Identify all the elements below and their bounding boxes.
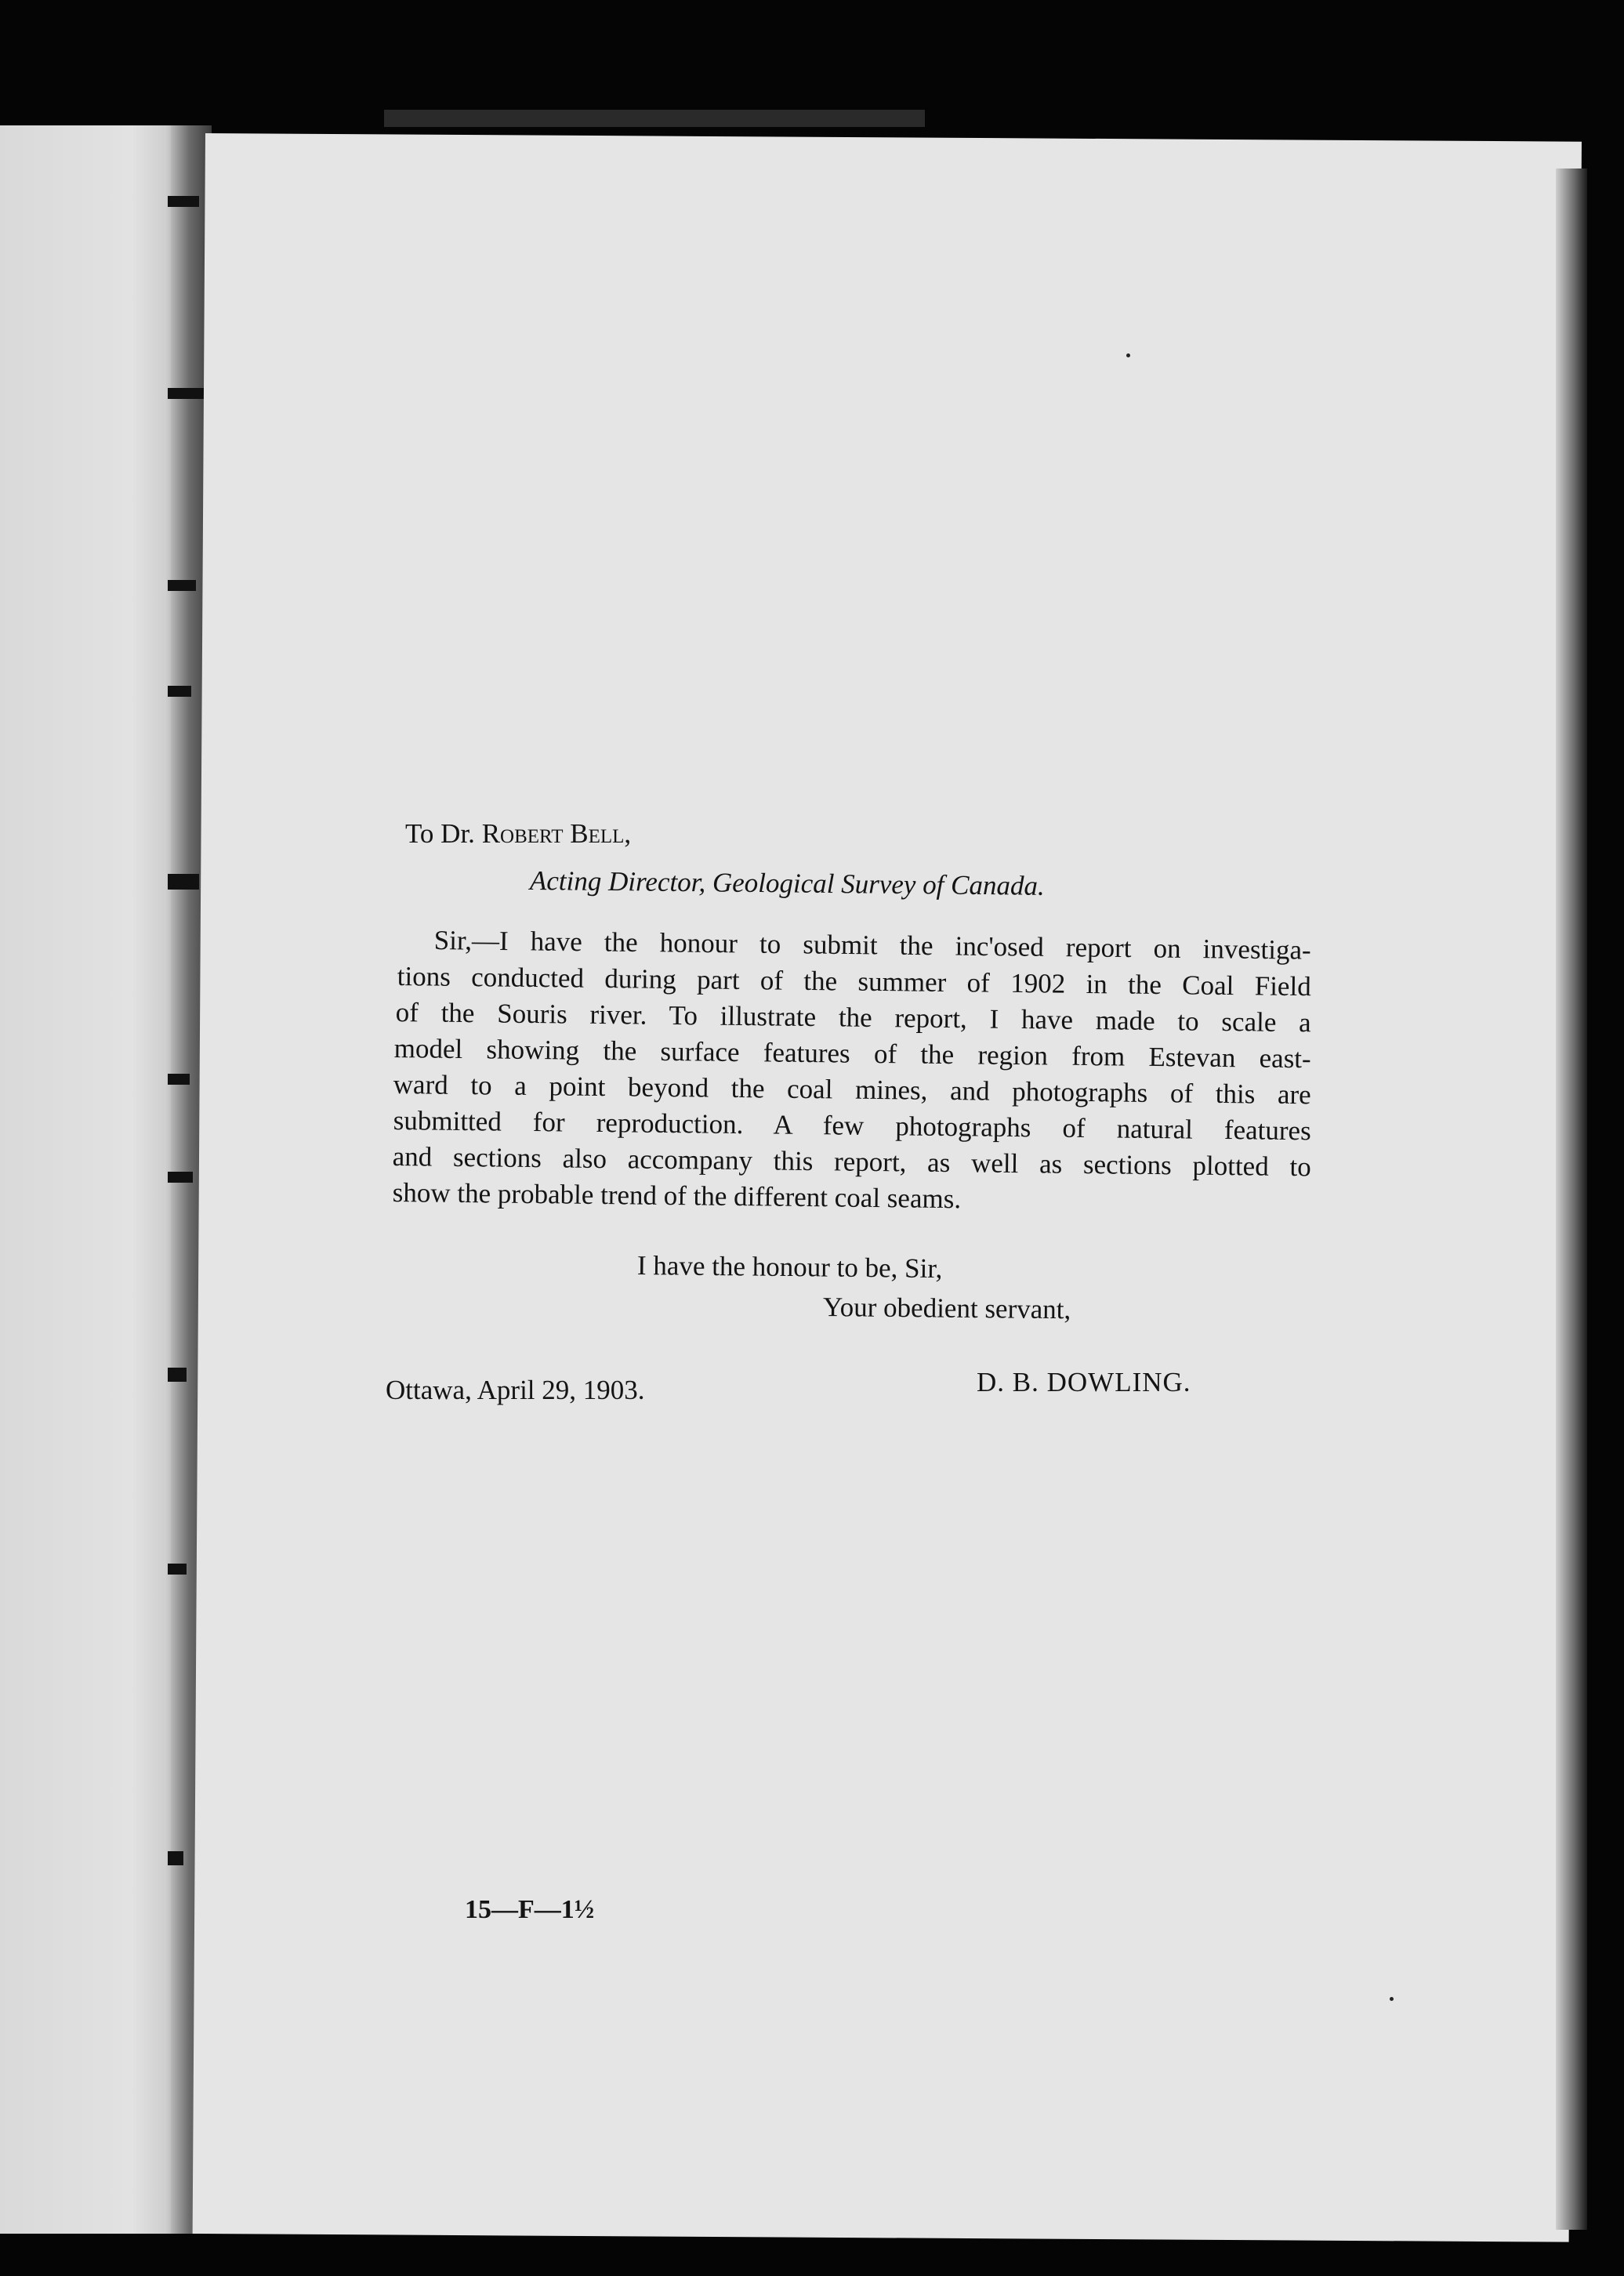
paper-speck xyxy=(1126,353,1130,357)
printer-signature-mark: 15—F—1½ xyxy=(465,1895,595,1924)
addressee-title: Acting Director, Geological Survey of Canada. xyxy=(529,865,1045,901)
gutter-mark xyxy=(168,388,204,399)
gutter-mark xyxy=(168,686,191,697)
page-right-edge xyxy=(1556,169,1587,2230)
body-line: ward to a point beyond the coal mines, and photographs of this are xyxy=(393,1069,1311,1111)
gutter-mark xyxy=(168,1564,187,1575)
scan-top-shadow xyxy=(384,110,925,127)
closing-line-1: I have the honour to be, Sir, xyxy=(636,1250,943,1285)
closing-line-2: Your obedient servant, xyxy=(822,1292,1071,1325)
body-line: of the Souris river. To illustrate the report, I have made to scale a xyxy=(395,997,1311,1038)
place-date: Ottawa, April 29, 1903. xyxy=(386,1375,645,1405)
addressee-line xyxy=(405,820,631,847)
addressee-name: Robert Bell, xyxy=(481,818,632,849)
gutter-mark xyxy=(168,1074,190,1085)
body-line: model showing the surface features of the region from Estevan east- xyxy=(393,1033,1311,1075)
salutation-to: To Dr. xyxy=(405,818,475,849)
body-line: tions conducted during part of the summer of 1902 in the Coal Field xyxy=(397,961,1311,1002)
body-line: submitted for reproduction. A few photographs of natural features xyxy=(393,1105,1311,1147)
body-line: show the probable trend of the different coal seams. xyxy=(392,1177,962,1215)
body-line: and sections also accompany this report, as well as sections plotted to xyxy=(392,1141,1311,1183)
gutter-mark xyxy=(168,580,196,591)
facing-page-edge xyxy=(0,125,188,2234)
body-line: Sir,—I have the honour to submit the inc'osed report on investiga- xyxy=(433,925,1311,966)
gutter-mark xyxy=(168,1368,187,1382)
gutter-mark xyxy=(168,1851,183,1865)
gutter-mark xyxy=(168,874,199,890)
gutter-mark xyxy=(168,1172,193,1183)
gutter-mark xyxy=(168,196,199,207)
paper-speck xyxy=(1390,1997,1394,2001)
signature: D. B. DOWLING. xyxy=(977,1367,1191,1397)
